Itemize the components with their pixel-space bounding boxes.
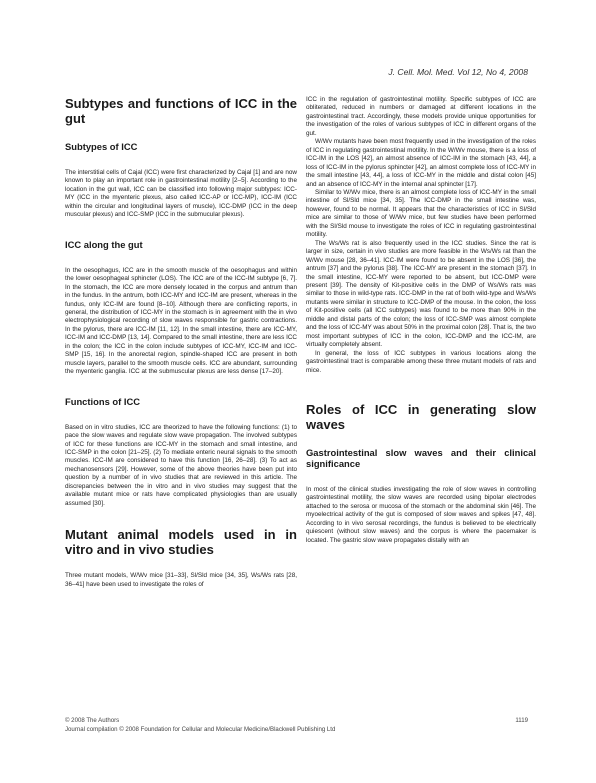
page-number: 1119 (515, 717, 528, 724)
paragraph: ICC in the regulation of gastrointestinal motility. Specific subtypes of ICC are obliterated, reduced in numbers or damaged at different locations in the gastrointestinal tract. Accordingly, these models provide unique opportunities for the investigation of the roles of various subtypes of ICC in different organs of the gut. (306, 96, 536, 137)
paragraph: Based on in vitro studies, ICC are theorized to have the following functions: (1) to pace the slow waves and regulate slow wave propagation. The involved subtypes of ICC for these functions are ICC-MY in the stomach and small intestine, and ICC-SMP in the colon [21–25]. (2) To mediate enteric neural signals to the smooth muscles. ICC-IM are considered to have this function [16, 26–28]. (3) To act as mechanosensors [29]. However, some of the above theories have been put into question by a number of in vivo studies that are reviewed in this article. The discrepancies between the in vitro and in vivo studies may suggest that the available mutant mice or rats have complicated physiologies than are usually assumed [30]. (65, 423, 297, 507)
paragraph: The Ws/Ws rat is also frequently used in the ICC studies. Since the rat is larger in size, certain in vivo studies are more feasible in the Ws/Ws rat than the W/Wv mouse [28, 36–41]. ICC-IM were found to be absent in the LOS [36], the antrum [37] and the pylorus [38]. The ICC-MY are present in the stomach [37]. In the small intestine, ICC-MY were reported to be absent, but ICC-DMP were present [39]. The density of Kit-positive cells in the DMP of Ws/Ws rats was similar to those in wild-type rats. ICC-DMP in the rat of both wild-type and Ws/Ws mutants were similar in structure to ICC-DMP of the mouse. In the colon, the loss of Kit-positive cells (all ICC subtypes) was found to be more than 90% in the middle and distal parts of the colon; the loss of ICC-SMP was almost complete and the loss of ICC-MY was about 50% in the proximal colon [28]. That is, the two most important subtypes of ICC in the colon, ICC-DMP and the ICC-IM, are virtually completely absent. (306, 239, 536, 349)
paragraph: Similar to W/Wv mice, there is an almost complete loss of ICC-MY in the small intestine of Sl/Sld mice [34, 35]. The ICC-DMP in the small intestine was, however, found to be normal. It appears that the characteristics of ICC in Sl/Sld mice are similar to those of W/Wv mice, but few studies have been performed with the Sl/Sld mouse to investigate the roles of ICC in regulating gastrointestinal motility. (306, 188, 536, 239)
paragraph: In general, the loss of ICC subtypes in various locations along the gastrointestinal tract is comparable among these three mutant models of rats and mice. (306, 349, 536, 374)
subsection-title-functions: Functions of ICC (65, 395, 140, 407)
subsection-title-subtypes: Subtypes of ICC (65, 141, 138, 152)
subsection-title-clinical: Gastrointestinal slow waves and their clinical significance (306, 446, 536, 469)
paragraph: Three mutant models, W/Wv mice [31–33], Sl/Sld mice [34, 35], Ws/Ws rats [28, 36–41] have been used to investigate the roles of (65, 572, 297, 588)
right-column (306, 96, 536, 545)
paragraph: The interstitial cells of Cajal (ICC) were first characterized by Cajal [1] and are now known to play an important role in gastrointestinal motility [2–5]. According to the location in the gut wall, ICC can be classified into following major subtypes: ICC-MY (ICC in the myenteric plexus, also called ICC-AP or ICC-MP), ICC-IM (ICC within the circular and longitudinal layers of muscle), ICC-DMP (ICC in the deep muscular plexus) and ICC-SMP (ICC in the submucular plexus). (65, 169, 297, 219)
footer-line-1: © 2008 The Authors (65, 717, 120, 724)
footer-copyright (65, 717, 335, 734)
section-title-slow-waves: Roles of ICC in generating slow waves (306, 401, 536, 432)
paragraph: In the oesophagus, ICC are in the smooth muscle of the oesophagus and within the lower oesophageal sphincter (LOS). The ICC are of the ICC-IM subtype [6, 7]. In the stomach, the ICC are more densely located in the corpus and antrum than in the fundus. In the antrum, both ICC-MY and ICC-IM are present, whereas in the fundus, only ICC-IM are found [8–10]. Although there are conflicting reports, in general, the distribution of ICC-MY in the stomach is in agreement with the in vivo electrophysiological recording of slow waves responsible for gastric contractions. In the pylorus, there are ICC-IM [11, 12]. In the small intestine, there are ICC-MY, ICC-IM and ICC-DMP [13, 14]. Compared to the small intestine, there are less ICC in the colon; the ICC in the colon include subtypes of ICC-MY, ICC-IM and ICC-SMP [15, 16]. In the anorectal region, spindle-shaped ICC are present in both muscle layers, parallel to the smooth muscle cells. ICC are abundant, surrounding the myenteric ganglia. ICC at the submuscular plexus are less dense [17–20]. (65, 266, 297, 376)
subsection-title-along-gut: ICC along the gut (65, 238, 143, 250)
section-title-subtypes-functions: Subtypes and functions of ICC in the gut (65, 96, 297, 126)
paragraph: W/Wv mutants have been most frequently used in the investigation of the roles of ICC in regulating gastrointestinal motility. In the W/Wv mouse, there is a loss of ICC-IM in the LOS [42], an almost absence of ICC-IM in the stomach [43, 44], a loss of ICC-IM in the pylorus sphincter [42], an almost complete loss of ICC-MY in the small intestine [43, 44], a loss of ICC-MY in the middle and distal colon [45] and an absence of ICC-MY in the internal anal sphincter [17]. (306, 138, 536, 188)
paragraph: In most of the clinical studies investigating the role of slow waves in controlling gastrointestinal motility, the slow waves are recorded using bipolar electrodes attached to the serosa or mucosa of the stomach or the abdominal skin [46]. The myoelectrical activity of the gut is composed of slow waves and spikes [47, 48]. According to in vivo serosal recordings, the fundus is believed to be electrically quiescent (without slow waves) and the corpus is where the pacemaker is located. The gastric slow wave propagates distally with an (306, 485, 536, 544)
footer-line-2: Journal compilation © 2008 Foundation for Cellular and Molecular Medicine/Blackwell Publishing Ltd (65, 725, 336, 733)
running-header: J. Cell. Mol. Med. Vol 12, No 4, 2008 (388, 67, 528, 77)
left-column (65, 96, 297, 589)
section-title-mutant-models: Mutant animal models used in in vitro and in vivo studies (65, 527, 297, 558)
